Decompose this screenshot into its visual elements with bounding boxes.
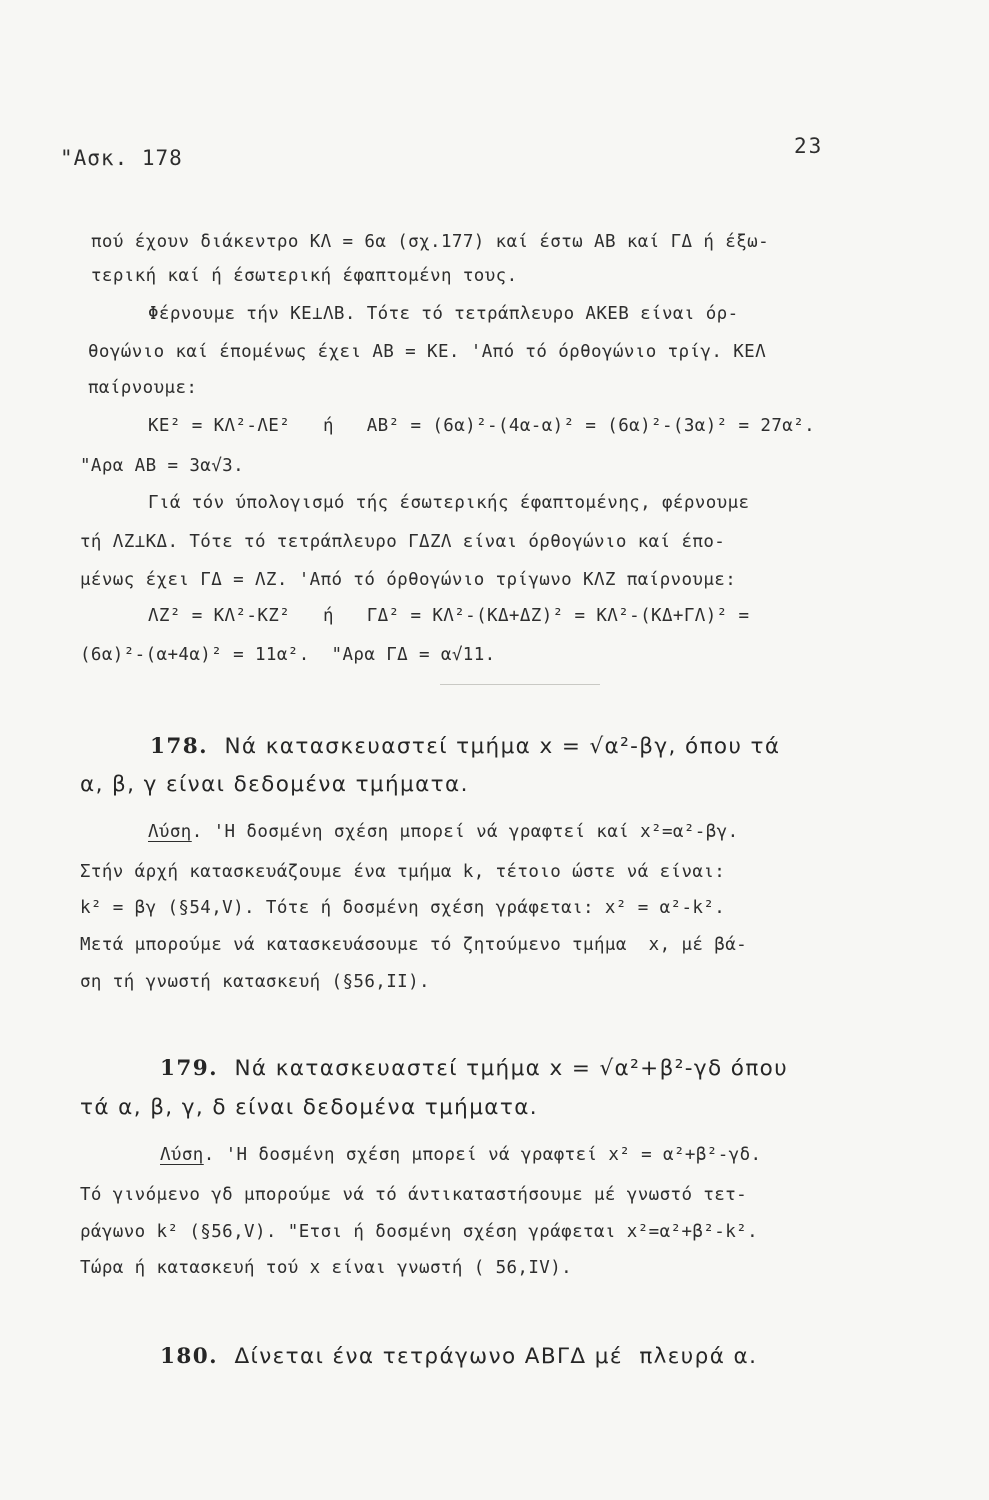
solution-line — [148, 820, 739, 844]
solution-label: Λύση — [160, 1145, 204, 1165]
text-line: Γιά τόν ύπολογισμό τής έσωτερικής έφαπτομένης, φέρνουμε — [148, 493, 750, 513]
problem-178-title — [150, 734, 780, 759]
solution-text: . 'Η δοσμένη σχέση μπορεί νά γραφτεί x² = α²+β²-γδ. — [203, 1145, 762, 1165]
equation-line: (6α)²-(α+4α)² = 11α². "Αρα ΓΔ = α√11. — [80, 645, 496, 665]
text-line: "Αρα ΑΒ = 3α√3. — [80, 456, 245, 476]
text-line: Φέρνουμε τήν ΚΕ⊥ΛΒ. Τότε τό τετράπλευρο ΑΚΕΒ είναι όρ- — [148, 304, 739, 324]
text-line: πού έχουν διάκεντρο ΚΛ = 6α (σχ.177) καί έστω ΑΒ καί ΓΔ ή έξω- — [91, 232, 770, 252]
solution-line: Τώρα ή κατασκευή τού x είναι γνωστή ( 56,ΙV). — [80, 1258, 573, 1278]
text-line: τή ΛΖ⊥ΚΔ. Τότε τό τετράπλευρο ΓΔΖΛ είναι όρθογώνιο καί έπο- — [80, 532, 726, 552]
solution-label: Λύση — [148, 822, 192, 842]
solution-line — [160, 1143, 761, 1167]
equation-line: ΛΖ² = ΚΛ²-ΚΖ² ή ΓΔ² = ΚΛ²-(ΚΔ+ΔΖ)² = ΚΛ²-(ΚΔ+ΓΛ)² = — [148, 606, 750, 626]
solution-line: Τό γινόμενο γδ μπορούμε νά τό άντικαταστήσουμε μέ γνωστό τετ- — [80, 1185, 748, 1205]
problem-179-title — [160, 1056, 788, 1081]
problem-statement-continued: α, β, γ είναι δεδομένα τμήματα. — [80, 772, 469, 797]
equation-line: ΚΕ² = ΚΛ²-ΛΕ² ή ΑΒ² = (6α)²-(4α-α)² = (6α)²-(3α)² = 27α². — [148, 416, 816, 436]
text-line: μένως έχει ΓΔ = ΛΖ. 'Από τό όρθογώνιο τρίγωνο ΚΛΖ παίρνουμε: — [80, 570, 737, 590]
problem-number: 178. — [150, 734, 208, 759]
divider — [440, 684, 600, 685]
solution-line: Στήν άρχή κατασκευάζουμε ένα τμήμα k, τέτοιο ώστε νά είναι: — [80, 862, 726, 882]
page-number: 23 — [794, 134, 824, 158]
problem-180-title — [160, 1344, 757, 1369]
problem-statement: Νά κατασκευαστεί τμήμα x = √α²+β²-γδ όπου — [234, 1056, 789, 1081]
exercise-header: "Ασκ. 178 — [60, 146, 183, 170]
text-line: θογώνιο καί έπομένως έχει ΑΒ = ΚΕ. 'Από τό όρθογώνιο τρίγ. ΚΕΛ — [88, 342, 767, 362]
problem-statement-continued: τά α, β, γ, δ είναι δεδομένα τμήματα. — [80, 1095, 539, 1120]
solution-line: ση τή γνωστή κατασκευή (§56,ΙΙ). — [80, 972, 430, 992]
solution-line: k² = βγ (§54,V). Τότε ή δοσμένη σχέση γράφεται: x² = α²-k². — [80, 898, 726, 918]
problem-number: 179. — [160, 1056, 218, 1081]
solution-text: . 'Η δοσμένη σχέση μπορεί νά γραφτεί καί x²=α²-βγ. — [191, 822, 739, 842]
problem-number: 180. — [160, 1344, 218, 1369]
solution-line: ράγωνο k² (§56,V). "Ετσι ή δοσμένη σχέση γράφεται x²=α²+β²-k². — [80, 1222, 759, 1242]
problem-statement: Δίνεται ένα τετράγωνο ΑΒΓΔ μέ πλευρά α. — [234, 1344, 758, 1369]
solution-line: Μετά μπορούμε νά κατασκευάσουμε τό ζητούμενο τμήμα x, μέ βά- — [80, 935, 748, 955]
text-line: τερική καί ή έσωτερική έφαπτομένη τους. — [91, 266, 518, 286]
problem-statement: Νά κατασκευαστεί τμήμα x = √α²-βγ, όπου τά — [224, 734, 781, 759]
text-line: παίρνουμε: — [88, 378, 198, 398]
